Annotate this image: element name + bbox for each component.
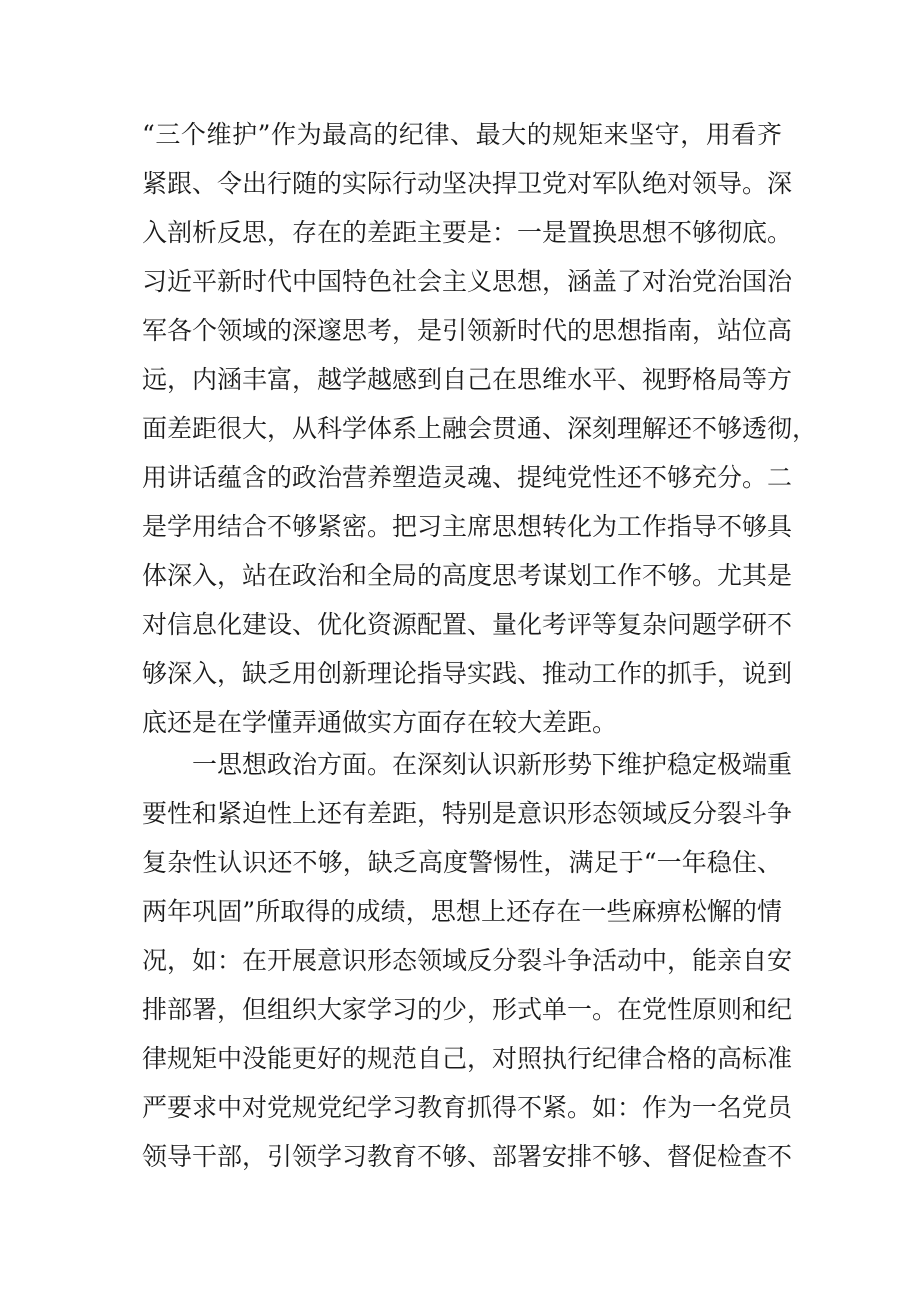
paragraph-line: 习近平新时代中国特色社会主义思想，涵盖了对治党治国治 <box>142 267 793 296</box>
paragraph-line: 用讲话蕴含的政治营养塑造灵魂、提纯党性还不够充分。二 <box>142 463 793 492</box>
paragraph-line: 对信息化建设、优化资源配置、量化考评等复杂问题学研不 <box>142 610 793 639</box>
paragraph-line: 入剖析反思，存在的差距主要是：一是置换思想不够彻底。 <box>142 218 793 247</box>
paragraph-2 <box>142 740 793 1181</box>
paragraph-line: 面差距很大，从科学体系上融会贯通、深刻理解还不够透彻， <box>142 414 818 443</box>
paragraph-line: 两年巩固”所取得的成绩，思想上还存在一些麻痹松懈的情 <box>142 897 782 926</box>
paragraph-line: 够深入，缺乏用创新理论指导实践、推动工作的抓手，说到 <box>142 659 793 688</box>
paragraph-line: 一思想政治方面。在深刻认识新形势下维护稳定极端重 <box>192 750 793 779</box>
paragraph-line: 体深入，站在政治和全局的高度思考谋划工作不够。尤其是 <box>142 561 793 590</box>
paragraph-line: 况，如：在开展意识形态领域反分裂斗争活动中，能亲自安 <box>142 946 793 975</box>
paragraph-line: 领导干部，引领学习教育不够、部署安排不够、督促检查不 <box>142 1142 793 1171</box>
paragraph-line: “三个维护”作为最高的纪律、最大的规矩来坚守，用看齐 <box>142 120 782 149</box>
paragraph-line: 远，内涵丰富，越学越感到自己在思维水平、视野格局等方 <box>142 365 793 394</box>
paragraph-line: 紧跟、令出行随的实际行动坚决捍卫党对军队绝对领导。深 <box>142 169 793 198</box>
paragraph-line: 排部署，但组织大家学习的少，形式单一。在党性原则和纪 <box>142 995 793 1024</box>
paragraph-line: 要性和紧迫性上还有差距，特别是意识形态领域反分裂斗争 <box>142 799 793 828</box>
paragraph-line: 复杂性认识还不够，缺乏高度警惕性，满足于“一年稳住、 <box>142 848 782 877</box>
paragraph-line: 律规矩中没能更好的规范自己，对照执行纪律合格的高标准 <box>142 1044 793 1073</box>
paragraph-line: 严要求中对党规党纪学习教育抓得不紧。如：作为一名党员 <box>142 1093 793 1122</box>
paragraph-line: 底还是在学懂弄通做实方面存在较大差距。 <box>142 708 618 737</box>
paragraph-line: 军各个领域的深邃思考，是引领新时代的思想指南，站位高 <box>142 316 793 345</box>
paragraph-1 <box>142 110 818 747</box>
paragraph-line: 是学用结合不够紧密。把习主席思想转化为工作指导不够具 <box>142 512 793 541</box>
